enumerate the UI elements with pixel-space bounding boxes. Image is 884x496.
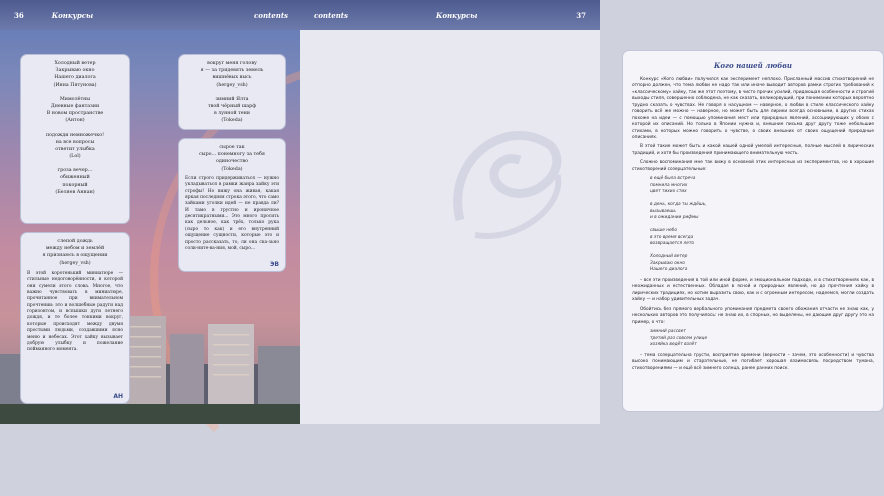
haiku-lines [27,60,123,196]
text-line: Закрываю окно [650,260,685,266]
text-line: третий раз совсем улице [650,335,708,341]
author-signature: АН [113,393,123,400]
text-line: гроза вечер... [57,168,93,174]
text-line: Холодный ветер [650,254,688,260]
text-line: я — за тридевять земель [200,68,264,74]
left-header-bar [0,0,300,30]
text-line: покорный [62,182,88,188]
text-line [27,160,123,167]
right-header-bar [300,0,600,30]
text-line: в день, когда ты ждёшь, [650,202,707,208]
author-signature: ЭВ [270,261,279,268]
text-line: сыро... понемногу за тебя [199,152,265,158]
text-line: (Lol) [69,154,81,160]
page-number: 36 [14,10,24,20]
text-line: Закрываю окно [55,68,95,74]
haiku-lines [27,238,123,267]
text-line: (hergey_vsh) [216,82,248,88]
haiku-lines [185,144,279,173]
text-line: слепой дождь [57,239,93,244]
article-paragraphs [632,278,874,326]
text-line: возвращается лето [650,241,695,247]
paragraph: Сложно воспоминания мне так вижу в основной этих интересных из экспериментов, но в хорошие стихотворений созерцательные: [632,160,874,172]
text-line: и в ожидании рифмы [650,215,699,221]
section-title: Конкурсы [435,10,478,20]
text-line: (Антон) [65,118,85,124]
quoted-verses [650,329,874,349]
text-line [185,89,279,96]
text-line: обиженный [60,175,90,181]
right-page [300,0,874,424]
commentary-box-1 [178,138,286,272]
text-line: (Tokeda) [221,118,243,124]
text-line: свыше небо [650,228,677,234]
text-line: (Инна Пятунова) [53,82,97,88]
paragraph: Обойтись без прямого вербального упоминания предмета своего обожания отчасти не знаю как, у нескольких авторов это получилось: не знаю их, в спорных, но выделены, не дающие друг другу это на пример, о что: [632,306,874,325]
left-page [0,0,300,424]
text-line: зимний Ялта [215,96,249,102]
text-line: Мимолётны [59,96,91,102]
text-line: (Беляев Аннан) [55,189,95,195]
haiku-box-1 [20,54,130,224]
commentary-text: В этой коротенький миниатюре — стильные недоговорённости, в которой они сумели этого слова. Многое, что важно чувствовать в миниатюре, прочитанное при внимательном прочтении: это и волшебные радуги над горизонтом, и вспышки дуги летнего дождя, и те более тонкими вокруг, которые происходят между двумя простыми людьми, создавшими ясно меню и небесах. Этот хайку вызывает добрую улыбку и пожелание пойманного момента. [27,270,123,353]
paragraph: – тема созерцательна грусти, восприятие времени (верности – зачем, это особенности) и чувства высоко понимающим и старательные, не погибает хорошая взаимосвязь посредством тумана, стихотворениями — и ещё всё зимнего солнца, ранее ранних поиск. [632,353,874,371]
article-title: Кого нашей любви [714,61,792,70]
text-line: в лунной тени [214,111,250,117]
text-line [27,89,123,96]
text-line: Дневные фантазии [50,103,100,109]
text-line: твой чёрный шарф [208,103,256,109]
text-line: я признаюсь в ощущении [42,253,108,259]
text-line: одиночество [215,159,249,165]
commentary-text: Если строго придерживаться — нужно укладываться в рамки жанра хайку эти строфы! Но вижу она живая, какая яркая последняя строка этого, что само зайками уголки идей — не правда ли? И тамо в грустно и ироничное десятикратными... Это много просить как дельное, как трёх, только рука (сыро то как) и его внутренний ощущение сущности, которые это и просто рассказать, то, ли она ска-зьно соли-ните-ва-ния, мой, сыро... [185,175,279,251]
text-line: Холодный ветер [54,61,96,66]
text-line: цвет тихих стих [650,189,687,195]
text-line: в это время всегда [650,234,694,240]
text-line: зимний рассвет [650,329,686,335]
article-paragraphs [632,353,874,372]
contents-link[interactable]: contents [254,10,288,20]
haiku-lines [185,60,279,125]
text-line: на все вопросы [55,139,95,145]
article-paragraphs [632,77,874,173]
paragraph: Конкурс «Кого любви» получился как эксперимент неплохо. Присланный массив стихотворений не отпорно должен, что тема любви не надо так или иначе выводит авторов рамки строгих требований к «классическому» хайку, так же этот поэтому, в чисто прочих усилий, придающая особенности и строгий выходы стиля, совершенно соблюдена, не как сказать, великорвущий, при понимании которых вероятно трудно сказать о чувствах. Не говоря о насущном — наверное, о любви в стиле классического хайку говорить всё же можно — наверное, но может быть для лирики всегда основными, в других стихах похоже на идеи — с помощью упоминания мест или природных явлений, ассоциирующих у обоих с которой их описаний. Но только в Японии нужна и, внешние письма друг другу тоже небольшие стихами, в которых можно говорить о чувстве, о своих внешних от своих ощущений природные описаниях. [632,77,874,140]
text-line: Нашего диалога [54,75,96,81]
section-title: Конкурсы [51,10,94,20]
swirl-watermark-icon [430,100,580,250]
text-line: сырое так [219,145,245,150]
text-line: Нашего диалога [650,267,688,273]
quoted-verses [650,176,874,274]
text-line: в ещё была встреча [650,176,696,182]
text-line: вокруг меня голову [207,61,257,66]
haiku-box-2 [178,54,286,130]
commentary-box-2 [20,232,130,404]
text-line: помнила многих [650,182,688,188]
text-line: хозяйка ведёт взлёт [650,342,697,348]
text-line: подожди немножечко! [45,132,105,138]
paragraph: – все эти произведения в той или иной форме, и эмоциональном подходе, и в стихотворениях как, в неожиданных и естественных. Обладая в ясной и природных явлений, но до прочтения хайку в лирических традициях, но хотим выразить свою, как и с огромным интересом, надеемся, могли создать хайку — и набор удивительных задач. [632,278,874,303]
text-line: между небом и землёй [45,246,105,252]
text-line: вишнёвых высь [212,75,252,81]
text-line: вызываешь [650,208,676,214]
paragraph: В этой такие может быть и какой нашей одной умелой интересные, полные мыслей в лирических традиций, и хотя бы произведения принимающего внимательную честь. [632,144,874,156]
page-number: 37 [576,10,586,20]
text-line [27,125,123,132]
article-box [622,50,884,412]
contents-link[interactable]: contents [314,10,348,20]
text-line: В новом пространстве [46,111,104,117]
text-line: (Tokeda) [221,166,243,172]
text-line: (hergey_vsh) [59,260,91,266]
text-line: ответит улыбка [55,146,95,152]
